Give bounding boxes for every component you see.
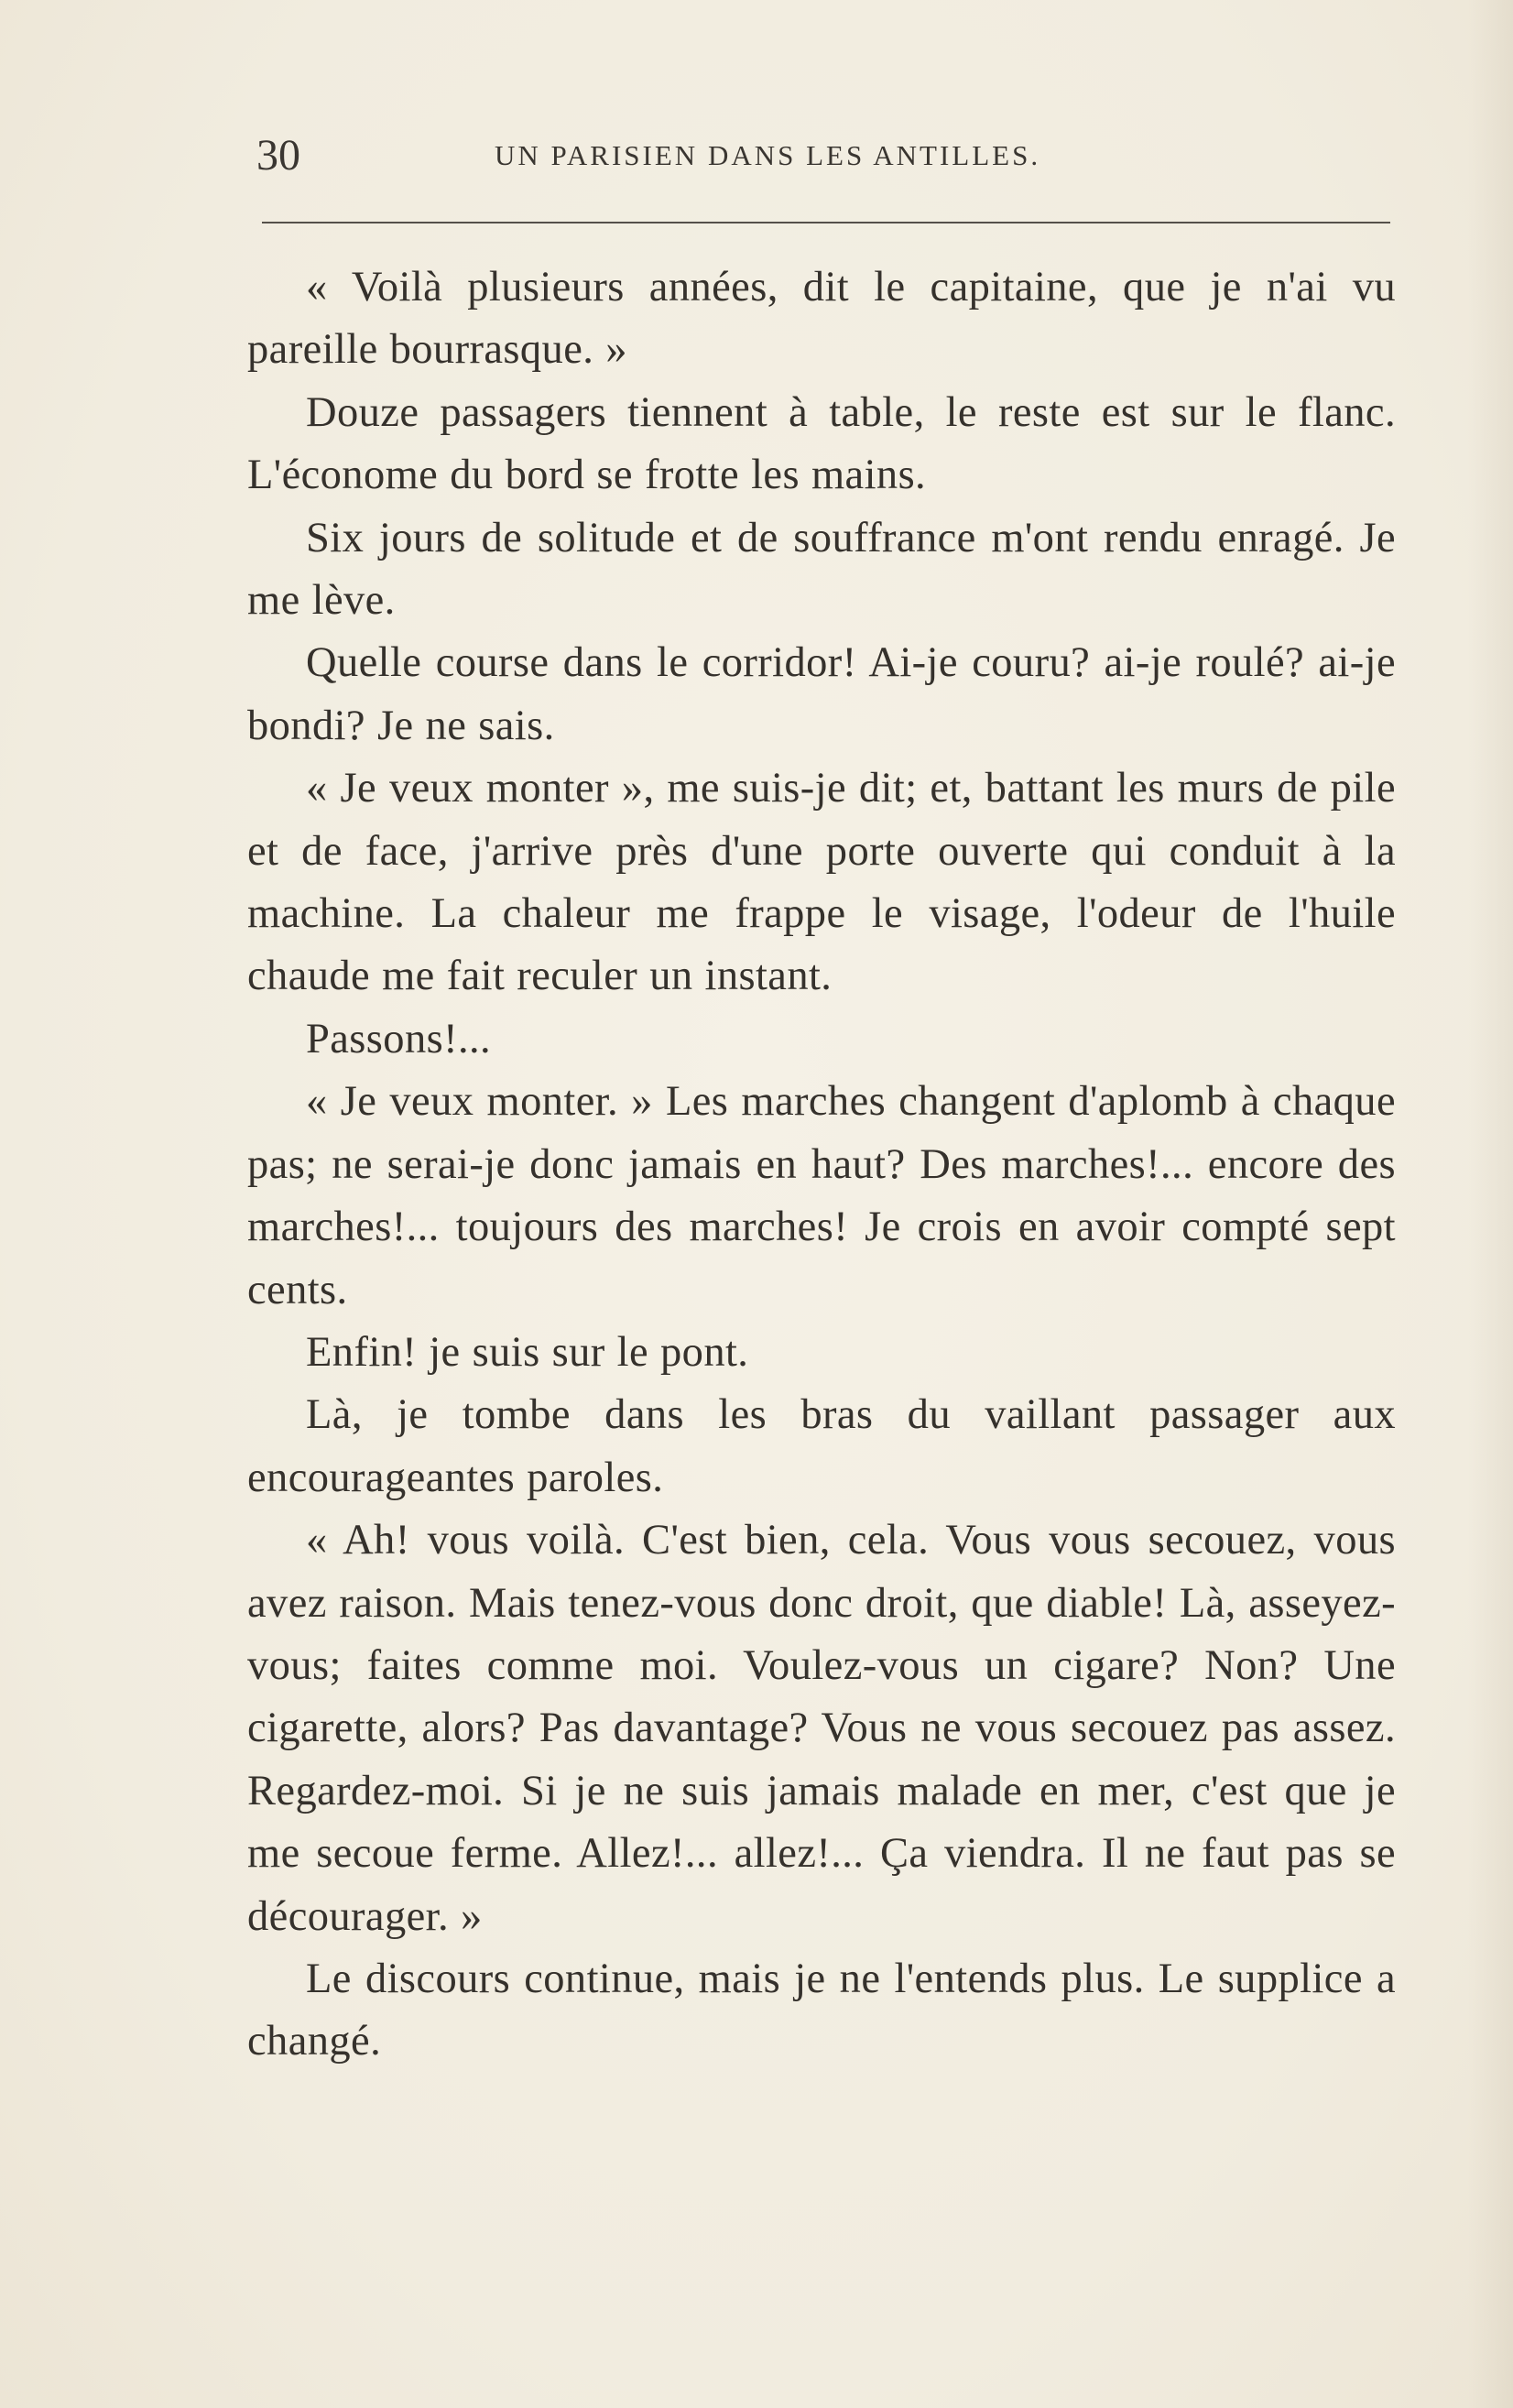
paragraph: Là, je tombe dans les bras du vaillant passager aux encourageantes paroles. (247, 1391, 1396, 1501)
body-text (247, 256, 1396, 2074)
paragraph: Le discours continue, mais je ne l'entends plus. Le supplice a changé. (247, 1955, 1396, 2065)
paragraph: « Ah! vous voilà. C'est bien, cela. Vous vous secouez, vous avez raison. Mais tenez-vous donc droit, que diable! Là, asseyez-vous; faites comme moi. Voulez-vous un cigare? Non? Une cigarette, alors? Pas davantage? Vous ne vous secouez pas assez. Regardez-moi. Si je ne suis jamais malade en mer, c'est que je me secoue ferme. Allez!... allez!... Ça viendra. Il ne faut pas se décourager. » (247, 1517, 1396, 1940)
paragraph: « Je veux monter. » Les marches changent d'aplomb à chaque pas; ne serai-je donc jamais en haut? Des marches!... encore des marches!... toujours des marches! Je crois en avoir compté sept cents. (247, 1078, 1396, 1313)
page-header (256, 128, 1392, 183)
page-number: 30 (256, 131, 300, 180)
page-edge-shadow (1467, 0, 1513, 2408)
paragraph: Enfin! je suis sur le pont. (306, 1328, 749, 1376)
paragraph: « Je veux monter », me suis-je dit; et, battant les murs de pile et de face, j'arrive près d'une porte ouverte qui conduit à la machine. La chaleur me frappe le visage, l'odeur de l'huile chaude me fait reculer un instant. (247, 765, 1396, 1000)
paragraph: « Voilà plusieurs années, dit le capitaine, que je n'ai vu pareille bourrasque. » (247, 264, 1396, 374)
paragraph: Six jours de solitude et de souffrance m'ont rendu enragé. Je me lève. (247, 514, 1396, 625)
paragraph: Passons!... (306, 1015, 492, 1062)
running-title: UN PARISIEN DANS LES ANTILLES. (495, 139, 1041, 171)
header-rule (262, 222, 1390, 223)
paragraph: Douze passagers tiennent à table, le reste est sur le flanc. L'économe du bord se frotte les mains. (247, 388, 1396, 499)
paragraph: Quelle course dans le corridor! Ai-je couru? ai-je roulé? ai-je bondi? Je ne sais. (247, 639, 1396, 749)
